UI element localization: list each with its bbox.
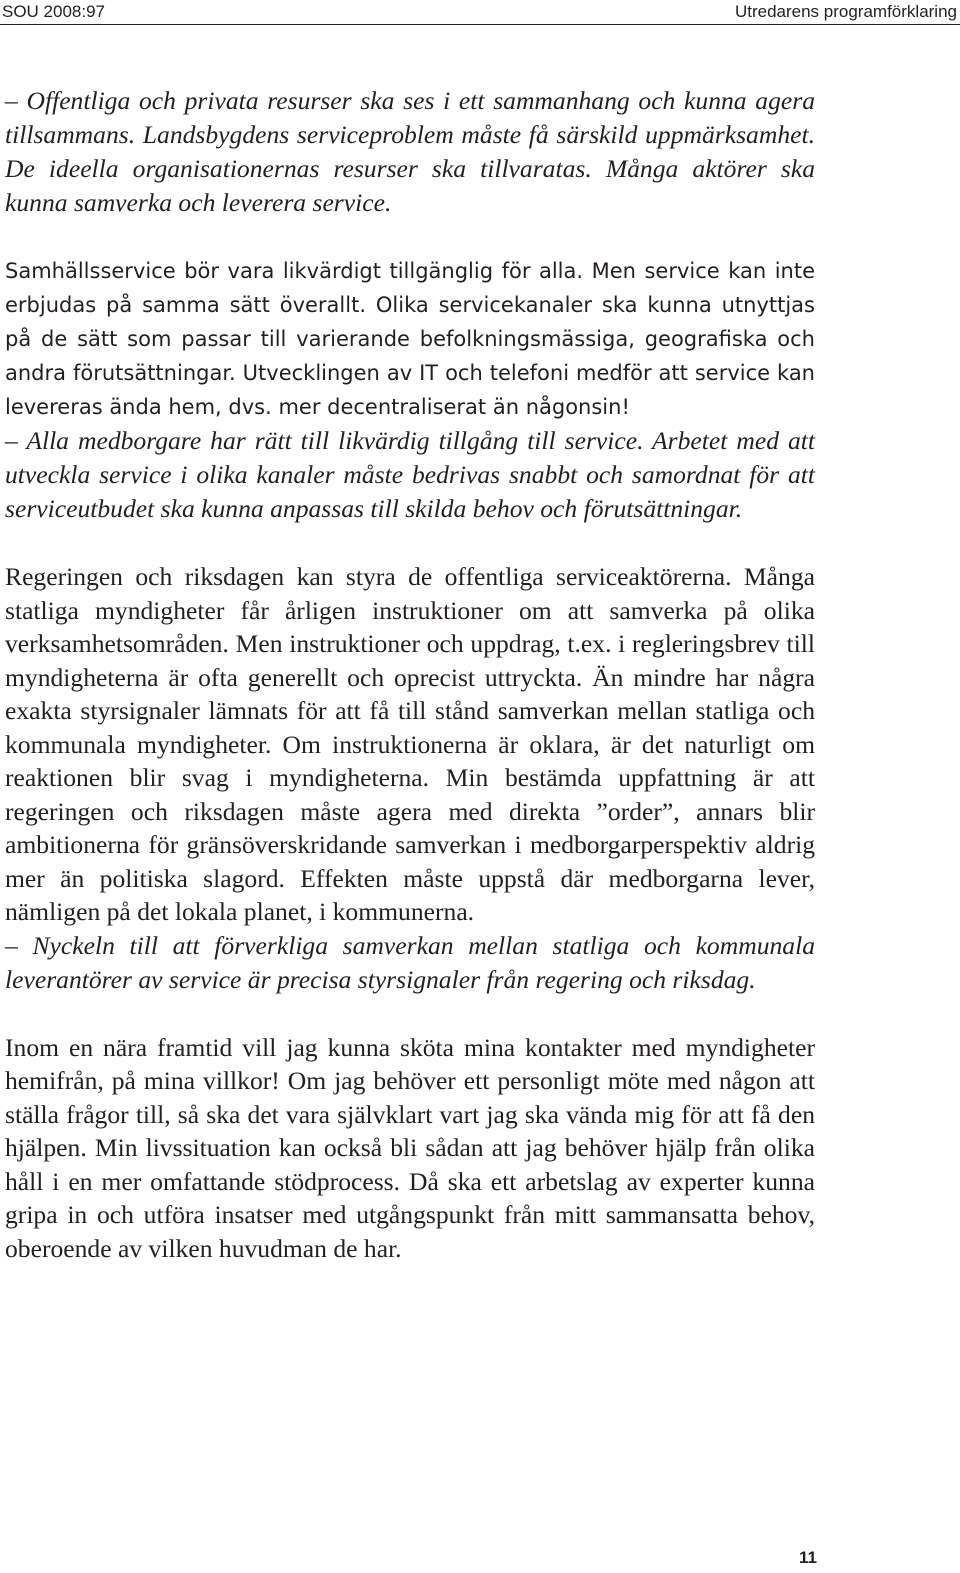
body-paragraph-2: Samhällsservice bör vara likvärdigt tillgänglig för alla. Men service kan inte erbjudas på samma sätt överallt. Olika servicekanaler ska kunna utnyttjas på de sätt som passar till varierande befolkningsmässiga, geografiska och andra förutsättningar. Utvecklingen av IT och telefoni medför att service kan levereras ända hem, dvs. mer decentraliserat än någonsin! [5, 259, 815, 419]
paragraph-gap [5, 220, 815, 254]
page-body [5, 84, 815, 1265]
running-header-right: Utredarens programförklaring [734, 2, 957, 21]
running-header-left: SOU 2008:97 [2, 2, 106, 21]
paragraph-gap [5, 526, 815, 560]
italic-paragraph-3: – Alla medborgare har rätt till likvärdig tillgång till service. Arbetet med att utveckla service i olika kanaler måste bedrivas snabbt och samordnat för att serviceutbudet ska kunna anpassas till skilda behov och förutsättningar. [5, 426, 815, 523]
body-paragraph-4: Regeringen och riksdagen kan styra de offentliga serviceaktörerna. Många statliga myndigheter får årligen instruktioner om att samverka på olika verksamhetsområden. Men instruktioner och uppdrag, t.ex. i regleringsbrev till myndigheterna är ofta generellt och oprecist uttryckta. Än mindre har några exakta styrsignaler lämnats för att få till stånd samverkan mellan statliga och kommunala myndigheter. Om instruktionerna är oklara, är det naturligt om reaktionen blir svag i myndigheterna. Min bestämda uppfattning är att regeringen och riksdagen måste agera med direkta ”order”, annars blir ambitionerna för gränsöverskridande samverkan i medborgarperspektiv aldrig mer än politiska slagord. Effekten måste uppstå där medborgarna lever, nämligen på det lokala planet, i kommunerna. [5, 562, 815, 926]
italic-paragraph-1: – Offentliga och privata resurser ska ses i ett sammanhang och kunna agera tillsammans. Landsbygdens serviceproblem måste få särskild uppmärksamhet. De ideella organisationernas resurser ska tillvaratas. Många aktörer ska kunna samverka och leverera service. [5, 86, 815, 217]
page-number: 11 [799, 1548, 817, 1567]
header-rule [0, 24, 960, 25]
italic-paragraph-5: – Nyckeln till att förverkliga samverkan mellan statliga och kommunala leverantörer av service är precisa styrsignaler från regering och riksdag. [5, 930, 815, 994]
paragraph-gap [5, 997, 815, 1031]
body-paragraph-6: Inom en nära framtid vill jag kunna sköta mina kontakter med myndigheter hemifrån, på mina villkor! Om jag behöver ett personligt möte med någon att ställa frågor till, så ska det vara självklart vart jag ska vända mig för att få den hjälpen. Min livssituation kan också bli sådan att jag behöver hjälp från olika håll i en mer omfattande stödprocess. Då ska ett arbetslag av experter kunna gripa in och utföra insatser med utgångspunkt från mitt sammansatta behov, oberoende av vilken huvudman de har. [5, 1032, 815, 1263]
